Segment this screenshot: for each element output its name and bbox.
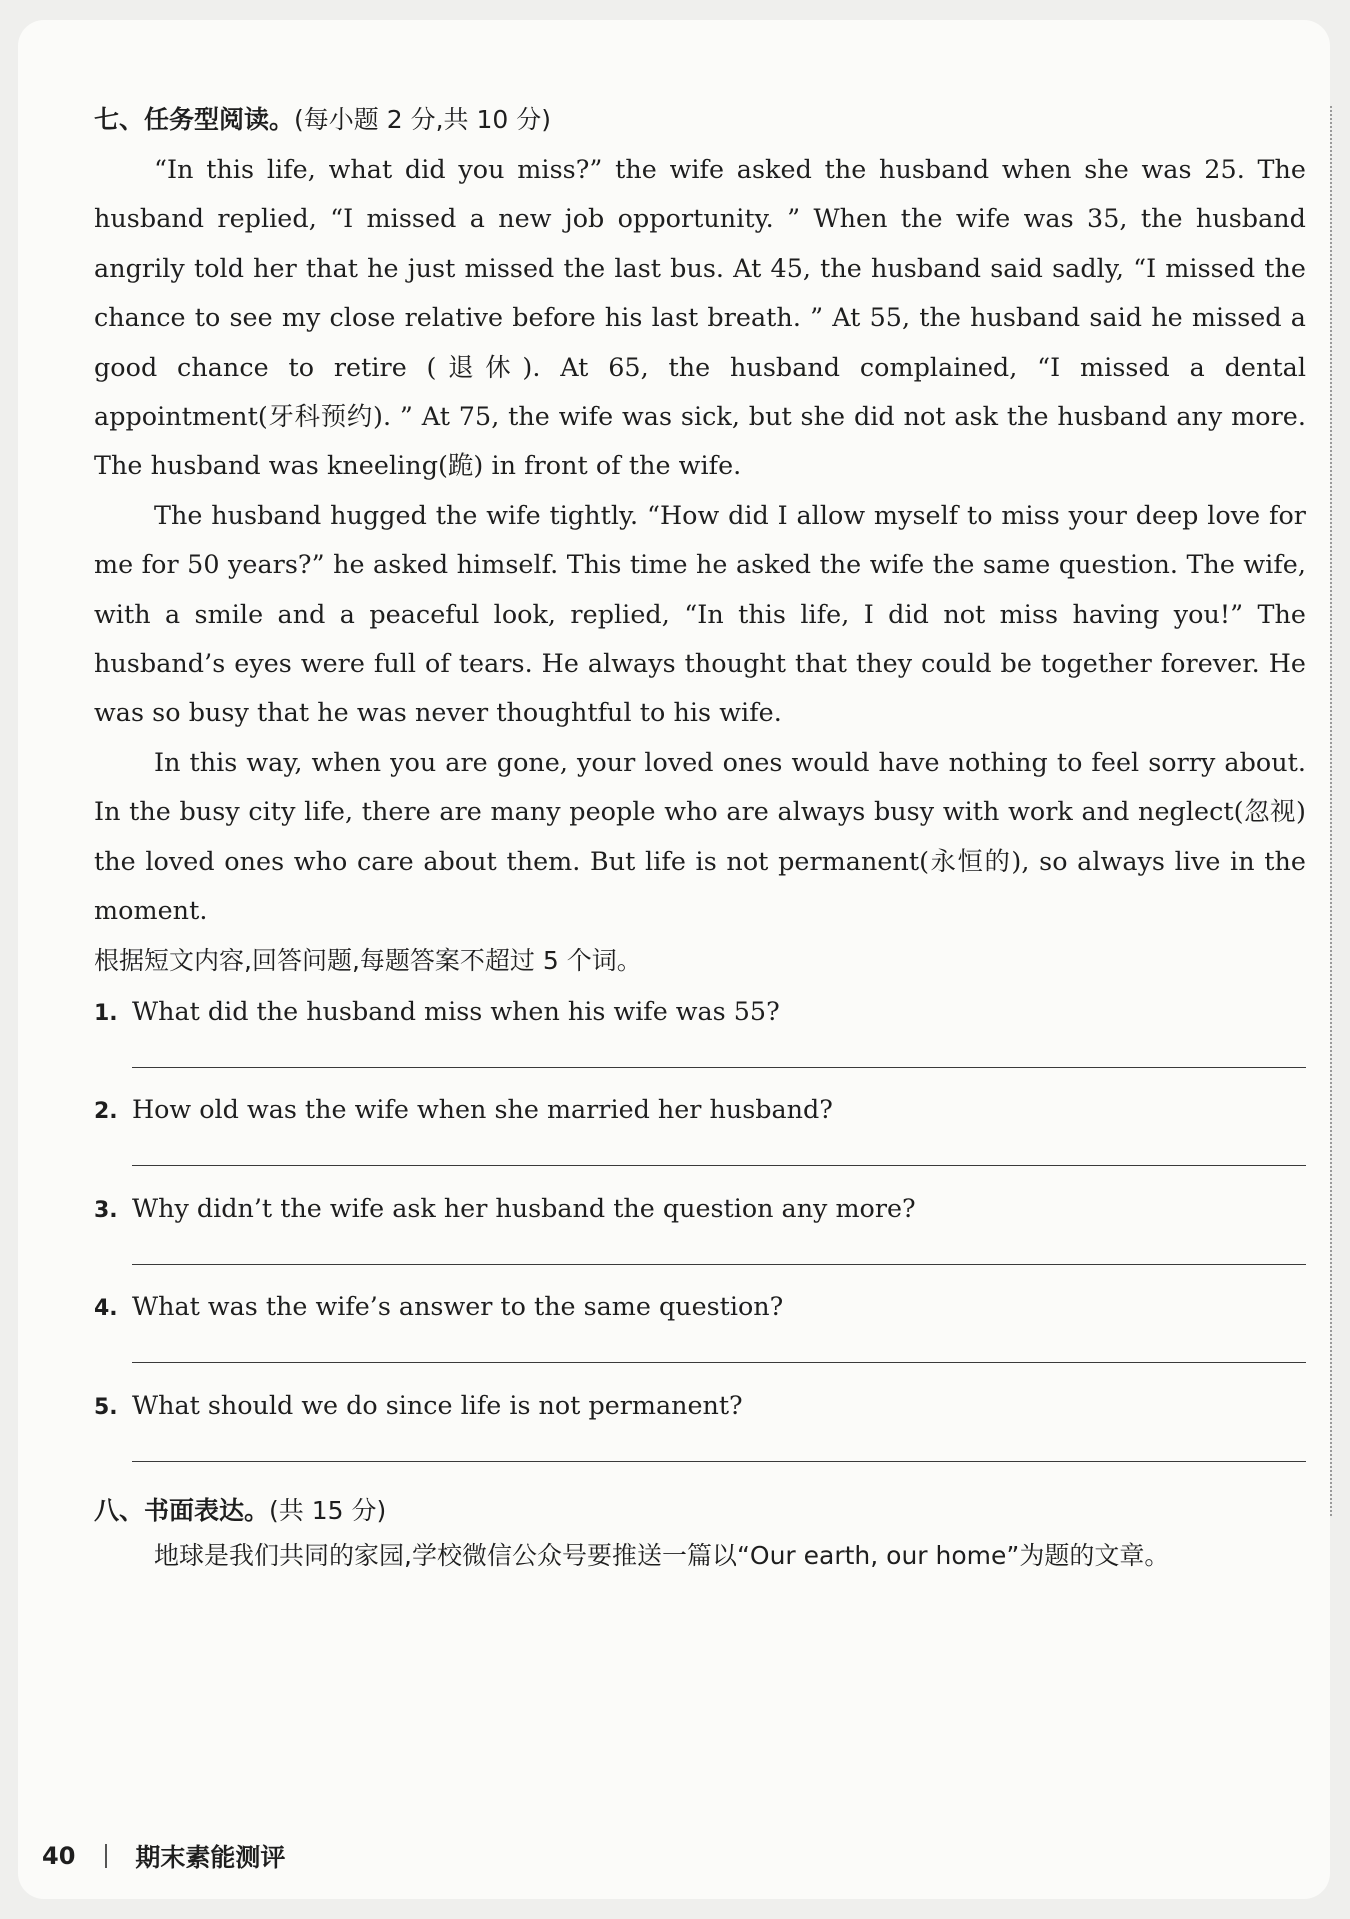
question-number: 4.	[94, 1296, 118, 1321]
page-number: 40	[42, 1842, 76, 1870]
question-item	[94, 1280, 1306, 1379]
answer-line[interactable]	[132, 1165, 1306, 1166]
section-8-score: (共 15 分)	[269, 1496, 387, 1525]
book-title: 期末素能测评	[135, 1843, 286, 1872]
question-number: 5.	[94, 1394, 118, 1420]
exam-page	[18, 20, 1330, 1899]
passage-paragraph-2: The husband hugged the wife tightly. “How did I allow myself to miss your deep love for me for 50 years?” he asked himself. This time he asked the wife the same question. The wife, with a smile and a peaceful look, replied, “In this life, I did not miss having you!” The husband’s eyes were full of tears. He always thought that they could be together forever. He was so busy that he was never thoughtful to his wife.	[94, 499, 1306, 728]
question-item	[94, 1182, 1306, 1281]
page-footer	[42, 1838, 285, 1874]
question-text: Why didn’t the wife ask her husband the question any more?	[132, 1192, 916, 1223]
passage-paragraph-1: “In this life, what did you miss?” the wife asked the husband when she was 25. The husband replied, “I missed a new job opportunity. ” When the wife was 35, the husband angrily told her that he just missed the last bus. At 45, the husband said sadly, “I missed the chance to see my close relative before his last breath. ” At 55, the husband said he missed a good chance to retire (退休). At 65, the husband complained, “I missed a dental appointment(牙科预约). ” At 75, the wife was sick, but she did not ask the husband any more. The husband was kneeling(跪) in front of the wife.	[94, 154, 1306, 481]
answer-line[interactable]	[132, 1362, 1306, 1363]
question-instruction: 根据短文内容,回答问题,每题答案不超过 5 个词。	[94, 945, 642, 975]
question-text: What was the wife’s answer to the same question?	[132, 1291, 784, 1321]
question-item	[94, 1379, 1306, 1478]
answer-line[interactable]	[132, 1067, 1306, 1068]
writing-prompt: 地球是我们共同的家园,学校微信公众号要推送一篇以“Our earth, our home”为题的文章。	[154, 1541, 1170, 1570]
binding-dashed-line	[1330, 106, 1332, 1516]
question-number: 3.	[94, 1197, 118, 1223]
footer-divider	[105, 1844, 107, 1868]
question-item	[94, 985, 1306, 1084]
question-item	[94, 1083, 1306, 1182]
question-text: How old was the wife when she married her husband?	[132, 1094, 833, 1124]
section-8-heading	[94, 1493, 1306, 1529]
question-list	[94, 985, 1306, 1478]
answer-line[interactable]	[132, 1461, 1306, 1462]
question-text: What should we do since life is not permanent?	[132, 1389, 743, 1420]
question-number: 1.	[94, 1000, 118, 1026]
question-text: What did the husband miss when his wife was 55?	[132, 995, 780, 1026]
question-number: 2.	[94, 1099, 118, 1124]
answer-line[interactable]	[132, 1264, 1306, 1265]
section-8-title: 八、书面表达。	[94, 1496, 270, 1525]
section-7-title: 七、任务型阅读。	[94, 105, 295, 134]
page-content	[94, 102, 1306, 1576]
section-7-score: (每小题 2 分,共 10 分)	[294, 105, 551, 134]
section-7-heading	[94, 102, 1306, 138]
passage-paragraph-3: In this way, when you are gone, your loved ones would have nothing to feel sorry about. In the busy city life, there are many people who are always busy with work and neglect(忽视) the loved ones who care about them. But life is not permanent(永恒的), so always live in the moment.	[94, 746, 1306, 926]
